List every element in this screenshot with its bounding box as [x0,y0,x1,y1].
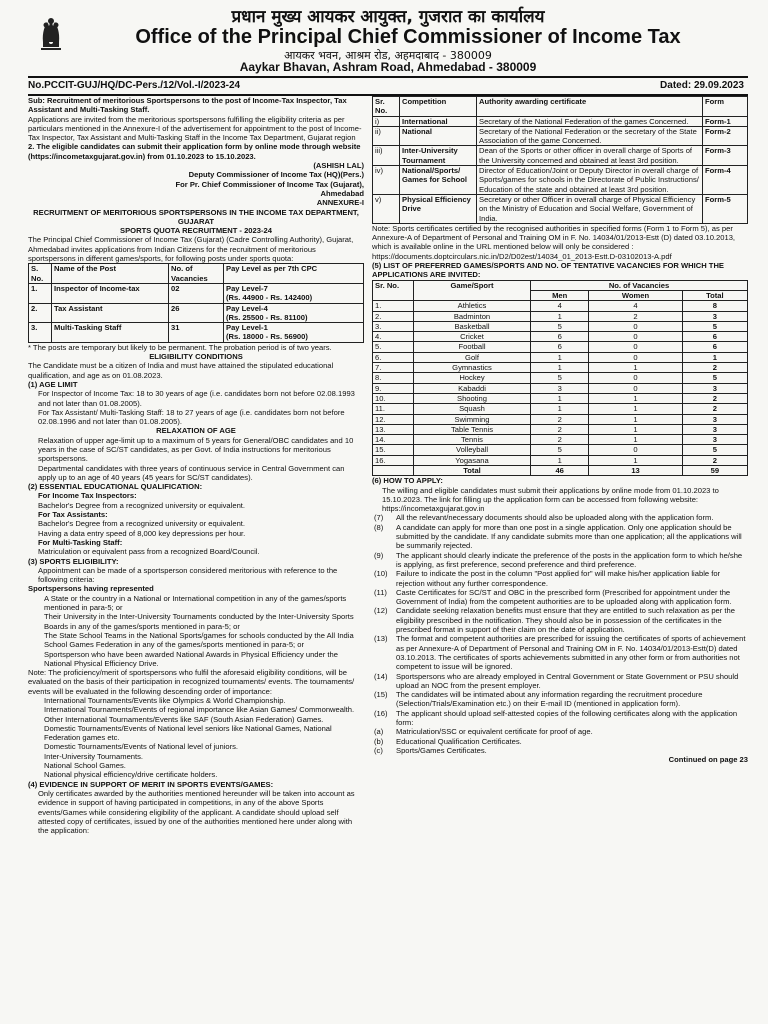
post-sno: 1. [29,283,52,303]
age-limit-ta-mts: For Tax Assistant/ Multi-Tasking Staff: 18 to 27 years of age (i.e. candidates born not before 02.08.1996 and not later than 01.08.2005). [38,407,345,427]
sports-eligibility-title: (3) SPORTS ELIGIBILITY: [28,556,119,566]
table-row [373,393,748,403]
game-women: 0 [589,352,682,362]
game-women: 0 [589,383,682,393]
game-total: 3 [682,424,747,434]
table-row [373,301,748,311]
point-text: Matriculation/SSC or equivalent certificate for proof of age. [396,727,593,737]
cert-authority: Dean of the Sports or other officer in overall charge of Sports of the University concerned and obtained at least 3rd position. [477,146,703,166]
age-limit-title: (1) AGE LIMIT [28,379,78,389]
list-item: International Tournaments/Events like Olympics & World Championship. [44,696,286,705]
education-ta-1: Bachelor's Degree from a recognized university or equivalent. [38,519,246,529]
table-row [373,352,748,362]
list-item: National physical efficiency/drive certificate holders. [44,770,218,780]
game-women: 0 [589,321,682,331]
game-men: 3 [531,383,589,393]
office-title-english: Office of the Principal Chief Commissioner of Income Tax [135,26,681,48]
cert-sno: i) [373,116,400,126]
cert-sno: iv) [373,166,400,195]
education-title: (2) ESSENTIAL EDUCATIONAL QUALIFICATION: [28,482,203,492]
game-name: Table Tennis [414,424,531,434]
point-text: Sports/Games Certificates. [396,745,487,755]
list-item [372,551,748,570]
total-men: 46 [531,465,589,475]
games-col-vacancies: No. of Vacancies [531,280,748,290]
game-total: 3 [682,435,747,445]
list-item [372,523,748,551]
total-women: 13 [589,465,682,475]
game-sno: 5. [373,342,414,352]
proficiency-note: Note: The proficiency/merit of sportspersons who fulfil the aforesaid eligibility conditions, will be evaluated on the basis of their participation in recognized tournaments/ events. The tournaments/ events will be evaluated in the following descending order of importance: [28,668,355,696]
game-name: Shooting [414,393,531,403]
post-sno: 2. [29,303,52,323]
game-sno: 2. [373,311,414,321]
game-total: 8 [682,301,747,311]
cert-authority: Secretary or other Officer in overall charge of Physical Efficiency on the Ministry of Education and Social Welfare, Government of India. [477,194,703,223]
posts-note: * The posts are temporary but likely to be permanent. The probation period is of two years. [28,342,332,352]
table-row [373,363,748,373]
post-vacancies: 02 [169,283,224,303]
eligibility-text: The Candidate must be a citizen of India and must have attained the stipulated educational qualification, and age as on 01.08.2023. [28,361,334,380]
education-mts: Matriculation or equivalent pass from a recognized Board/Council. [38,547,260,557]
reference-line [28,76,748,96]
post-pay [224,303,364,323]
list-item [372,634,748,671]
certificate-authority-table [372,96,748,224]
post-vacancies: 26 [169,303,224,323]
list-item: Sportsperson who have been awarded National Awards in Physical Efficiency under the National Physical Efficiency Drive. [44,649,338,668]
list-item [372,606,748,634]
list-item: Domestic Tournaments/Events of National level seniors like National Games, National Federation games etc. [44,723,332,743]
game-total: 2 [682,363,747,373]
point-2: 2. The eligible candidates can submit their application form by online mode through website (https://incometaxgujarat.gov.in) from 01.10.2023 to 15.10.2023. [28,142,361,161]
cert-form: Form-3 [703,146,748,166]
total-total: 59 [682,465,747,475]
game-men: 2 [531,424,589,434]
cert-col-authority: Authority awarding certificate [477,97,703,117]
list-item: National School Games. [44,761,126,771]
game-name: Football [414,342,531,352]
game-men: 1 [531,363,589,373]
left-column [28,96,364,835]
game-name: Hockey [414,373,531,383]
table-row [373,116,748,126]
game-men: 2 [531,414,589,424]
game-total: 1 [682,352,747,362]
point-number: (8) [374,522,384,532]
education-mts-heading: For Multi-Tasking Staff: [38,537,123,547]
table-row [373,332,748,342]
game-total: 3 [682,311,747,321]
game-sno: 6. [373,352,414,362]
list-item [372,588,748,607]
list-item: International Tournaments/Events of regional importance like Asian Games/ Commonwealth. [44,705,355,715]
total-blank [373,465,414,475]
table-row [373,146,748,166]
list-item: Domestic Tournaments/Events of National level of juniors. [44,742,239,752]
table-row [373,445,748,455]
table-row [29,303,364,323]
point-text: Sportspersons who are already employed in Central Government or State Government or PSU should upload an NOC from the present employer. [396,671,739,690]
table-row [373,321,748,331]
post-name: Inspector of Income-tax [52,283,169,303]
office-address-hindi: आयकर भवन, आश्रम रोड, अहमदाबाद - 380009 [284,49,492,62]
cert-sno: iii) [373,146,400,166]
point-number: (9) [374,550,384,560]
list-item: A State or the country in a National or International competition in any of the games/sports mentioned in para-5; or [44,593,347,613]
point-number: (c) [374,745,383,755]
game-women: 0 [589,332,682,342]
posts-table-header [29,264,364,284]
cert-authority: Secretary of the National Federation or the secretary of the State Association of the game Concerned. [477,126,703,146]
game-men: 4 [531,301,589,311]
games-col-total: Total [682,290,747,300]
game-women: 0 [589,342,682,352]
point-text: A candidate can apply for more than one post in a single application. Only one application should be submitted by the candidate. If any candidate submits more than one application; all the applications will be summarily rejected. [396,522,742,551]
game-women: 2 [589,311,682,321]
cert-sno: v) [373,194,400,223]
game-women: 1 [589,404,682,414]
signatory-name: (ASHISH LAL) [313,161,364,171]
signatory-for: For Pr. Chief Commissioner of Income Tax (Gujarat), [175,179,364,189]
game-sno: 8. [373,373,414,383]
game-total: 3 [682,414,747,424]
table-row [373,404,748,414]
point-text: The candidates will be intimated about any information regarding the recruitment procedure (Selection/Trials/Examination etc.) on their E-mail ID (mentioned in application form). [396,690,703,709]
game-men: 1 [531,311,589,321]
list-item: Their University in the Inter-University Tournaments conducted by the Inter-University Sports Boards in any of the games/sports mentioned in para-5; or [44,612,354,631]
game-sno: 14. [373,435,414,445]
game-sno: 1. [373,301,414,311]
pay-range: (Rs. 18000 - Rs. 56900) [226,332,308,342]
point-text: Candidate seeking relaxation benefits must ensure that they are entitled to such relaxation as per the eligibility prescribed in the notification. They should also be in possession of the certificates in the prescribed format in support of their claim on the date of application. [396,606,735,635]
game-total: 5 [682,373,747,383]
cert-competition: International [400,116,477,126]
game-men: 1 [531,393,589,403]
game-women: 1 [589,363,682,373]
age-limit-inspector: For Inspector of Income Tax: 18 to 30 years of age (i.e. candidates born not before 02.08.1993 and not later than 01.08.2005). [38,389,355,408]
games-table-header [373,280,748,290]
game-name: Kabaddi [414,383,531,393]
games-vacancy-table [372,280,748,477]
cert-authority: Secretary of the National Federation of the games Concerned. [477,116,703,126]
games-col-sno: Sr. No. [373,280,414,301]
game-men: 5 [531,445,589,455]
game-sno: 13. [373,424,414,434]
table-row [373,194,748,223]
cert-sno: ii) [373,126,400,146]
game-total: 5 [682,321,747,331]
game-total: 3 [682,383,747,393]
education-ta-heading: For Tax Assistants: [38,510,108,520]
game-name: Tennis [414,435,531,445]
recruitment-title: RECRUITMENT OF MERITORIOUS SPORTSPERSONS IN THE INCOME TAX DEPARTMENT, GUJARAT [33,207,359,226]
point-number: (12) [374,606,388,616]
game-women: 1 [589,435,682,445]
game-men: 5 [531,373,589,383]
point-number: (a) [374,727,384,737]
table-row [373,342,748,352]
games-col-game: Game/Sport [414,280,531,301]
table-row [373,126,748,146]
game-sno: 11. [373,404,414,414]
table-row [29,283,364,303]
cert-form: Form-2 [703,126,748,146]
cert-col-form: Form [703,97,748,117]
subject-line: Sub: Recruitment of meritorious Sportspersons to the post of Income-Tax Inspector, Tax Assistant and Multi-Tasking Staff. [28,96,347,115]
signatory-place: Ahmedabad [320,188,364,198]
continued-note: Continued on page 23 [668,755,748,765]
relaxation-1: Relaxation of upper age-limit up to a maximum of 5 years for General/OBC candidates and 10 years in the case of SC/ST candidates, as per Govt. of India instructions for meritorious sportspersons. [38,435,354,464]
game-name: Cricket [414,332,531,342]
how-to-apply-title: (6) HOW TO APPLY: [372,476,443,486]
list-item: Inter-University Tournaments. [44,751,144,761]
game-name: Golf [414,352,531,362]
point-number: (b) [374,736,384,746]
point-number: (16) [374,708,388,718]
point-number: (15) [374,690,388,700]
right-column [372,96,748,764]
point-number: (11) [374,587,387,597]
table-row [373,455,748,465]
eligibility-title: ELIGIBILITY CONDITIONS [149,352,243,362]
education-ta-2: Having a data entry speed of 8,000 key depressions per hour. [38,528,246,538]
game-name: Yogasana [414,455,531,465]
point-text: Failure to indicate the post in the column "Post applied for" will make his/her application liable for rejection without any further correspondence. [396,569,721,588]
table-row [373,435,748,445]
games-col-women: Women [589,290,682,300]
game-sno: 12. [373,414,414,424]
signatory-designation: Deputy Commissioner of Income Tax (HQ)(Pers.) [188,170,364,180]
post-name: Multi-Tasking Staff [52,323,169,343]
post-vacancies: 31 [169,323,224,343]
game-sno: 4. [373,332,414,342]
post-sno: 3. [29,323,52,343]
game-name: Volleyball [414,445,531,455]
list-item [372,727,748,736]
game-men: 6 [531,342,589,352]
cert-competition: Inter-University Tournament [400,146,477,166]
letterhead [28,4,748,74]
intro-paragraph: Applications are invited from the meritorious sportspersons fulfilling the eligibility criteria as per particulars mentioned in the Annexure-I of the advertisement for appointment to the post of Income-Tax Inspector, Tax Assistant and Multi-Tasking Staff in the Income Tax Department, Gujarat region [28,114,362,143]
education-iti-heading: For Income Tax Inspectors: [38,491,137,501]
quota-title: SPORTS QUOTA RECRUITMENT - 2023-24 [120,226,272,236]
pay-range: (Rs. 44900 - Rs. 142400) [226,293,313,303]
list-item [372,672,748,691]
point-text: The applicant should upload self-attested copies of the following certificates along with the application form: [396,708,738,727]
post-name: Tax Assistant [52,303,169,323]
pay-level: Pay Level-4 [226,303,268,313]
game-name: Swimming [414,414,531,424]
education-iti: Bachelor's Degree from a recognized university or equivalent. [38,500,246,510]
game-sno: 15. [373,445,414,455]
point-number: (7) [374,513,384,523]
sportspersons-represented: Sportspersons having represented [28,584,154,594]
game-total: 5 [682,445,747,455]
game-women: 1 [589,414,682,424]
point-number: (13) [374,634,388,644]
cert-competition: National [400,126,477,146]
table-row [373,424,748,434]
game-men: 6 [531,332,589,342]
list-item [372,709,748,728]
cert-competition: National/Sports/ Games for School [400,166,477,195]
pay-level: Pay Level-7 [226,283,268,293]
list-item [372,737,748,746]
game-women: 4 [589,301,682,311]
point-number: (14) [374,671,388,681]
relaxation-2: Departmental candidates with three years of continuous service in Central Government can apply up to an age of 40 years (45 years for SC/ST candidates). [38,463,345,482]
point-text: All the relevant/necessary documents should also be uploaded along with the application form. [396,513,714,523]
game-total: 2 [682,455,747,465]
game-name: Gymnastics [414,363,531,373]
game-sno: 10. [373,393,414,403]
game-sno: 9. [373,383,414,393]
table-row [373,414,748,424]
post-pay [224,283,364,303]
table-row [373,166,748,195]
relaxation-title: RELAXATION OF AGE [156,426,236,436]
game-sno: 16. [373,455,414,465]
games-total-row [373,465,748,475]
list-item [372,569,748,588]
game-sno: 3. [373,321,414,331]
pay-range: (Rs. 25500 - Rs. 81100) [226,312,308,322]
posts-col-post: Name of the Post [52,264,169,284]
game-sno: 7. [373,363,414,373]
game-men: 1 [531,352,589,362]
game-women: 1 [589,393,682,403]
evidence-text: Only certificates awarded by the authorities mentioned hereunder will be taken into account as evidence in support of having participated in competitions, in any of the above Sports events/Games while considering eligibility of the applicant. A candidate should upload self attested copy of certificates, issued by one of the authorities mentioned here under along with the application: [38,788,355,836]
cert-col-competition: Competition [400,97,477,117]
list-item [372,746,748,755]
game-women: 0 [589,373,682,383]
game-name: Basketball [414,321,531,331]
game-total: 2 [682,393,747,403]
quota-intro: The Principal Chief Commissioner of Income Tax (Gujarat) (Cadre Controlling Authority), Gujarat, Ahmedabad invites applications from Indian Citizens for the recruitment of meritorious sportspersons in different games/sports, for following posts under sports quota: [28,235,354,264]
cert-competition: Physical Efficiency Drive [400,194,477,223]
office-address-english: Aaykar Bhavan, Ashram Road, Ahmedabad - 380009 [239,60,537,74]
point-text: Educational Qualification Certificates. [396,736,522,746]
table-row [373,373,748,383]
post-pay [224,323,364,343]
numbered-points [372,513,748,755]
certificate-table-header [373,97,748,117]
game-total: 6 [682,342,747,352]
office-title-hindi: प्रधान मुख्य आयकर आयुक्त, गुजरात का कार्यालय [231,7,545,27]
posts-col-vacancies: No. of Vacancies [169,264,224,284]
game-name: Athletics [414,301,531,311]
game-women: 1 [589,424,682,434]
list-item: Other International Tournaments/Events like SAF (South Asian Federation) Games. [44,714,324,724]
total-label: Total [414,465,531,475]
game-total: 6 [682,332,747,342]
point-text: The format and competent authorities are prescribed for issuing the certificates of sports of achievement as per Annexure-A of Department of Personal and Training OM in F. No. 14034/01/2013-Estt(D) dated 03.10.2013. The certificates of sports achievements submitted in any other form or from authorities not competent to issue will be ignored. [396,634,746,672]
list-item [372,690,748,709]
cert-form: Form-4 [703,166,748,195]
cert-col-sno: Sr. No. [373,97,400,117]
table-row [373,311,748,321]
game-men: 1 [531,455,589,465]
evidence-title: (4) EVIDENCE IN SUPPORT OF MERIT IN SPORTS EVENTS/GAMES: [28,779,274,789]
posts-col-sno: S. No. [29,264,52,284]
point-text: Caste Certificates for SC/ST and OBC in the prescribed form (Prescribed for appointment under the Government of India) from the competent authorities are to be uploaded along with application form. [396,587,732,607]
annexure-label: ANNEXURE-I [316,198,364,208]
posts-col-pay: Pay Level as per 7th CPC [224,264,364,284]
how-to-apply-text: The willing and eligible candidates must submit their applications by online mode from 01.10.2023 to 15.10.2023. The link for filling up the application form can be accessed from following website: https://incometaxgujarat.gov.in [382,485,719,514]
game-men: 2 [531,435,589,445]
cert-form: Form-1 [703,116,748,126]
cert-authority: Director of Education/Joint or Deputy Director in overall charge of Sports/games for schools in the Directorate of Public Instructions/ Education of the state and obtained at least 3rd position. [477,166,703,195]
point-number: (10) [374,569,388,579]
game-women: 1 [589,455,682,465]
sports-eligibility-text: Appointment can be made of a sportsperson considered meritorious with reference to the following criteria: [38,565,338,585]
certificate-note: Note: Sports certificates certified by the recognised authorities in specified forms (Form 1 to Form 5), as per Annexure-A of Department of Personal and Training OM in F. No. 14034/01/2013-Estt (D) dated 03.10.2013, which is available online in the URL mentioned below will only be considered : https://documents.doptcirculars.nic.in/D2/D02est/14034_01_2013-Estt.D-03102013-A.pdf [372,223,736,261]
pay-level: Pay Level-1 [226,323,268,333]
games-list-title: (5) LIST OF PREFERRED GAMES/SPORTS AND NO. OF TENTATIVE VACANCIES FOR WHICH THE APPLICATIONS ARE INVITED: [372,261,724,280]
list-item [372,513,748,522]
game-women: 0 [589,445,682,455]
table-row [373,383,748,393]
reference-number: No.PCCIT-GUJ/HQ/DC-Pers./12/Vol.-I/2023-24 [28,80,241,91]
game-name: Badminton [414,311,531,321]
issue-date: Dated: 29.09.2023 [660,80,744,91]
game-total: 2 [682,404,747,414]
cert-form: Form-5 [703,194,748,223]
games-col-men: Men [531,290,589,300]
game-name: Squash [414,404,531,414]
list-item: The State School Teams in the National Sports/games for schools conducted by the All India School Games Federation in any of the games/sports mentioned in para-5; or [44,630,354,650]
point-text: The applicant should clearly indicate the preference of the posts in the application form to which he/she is applying, as first preference, second preference and third preference. [396,550,743,569]
game-men: 5 [531,321,589,331]
table-row [29,323,364,343]
game-men: 1 [531,404,589,414]
posts-table [28,263,364,342]
